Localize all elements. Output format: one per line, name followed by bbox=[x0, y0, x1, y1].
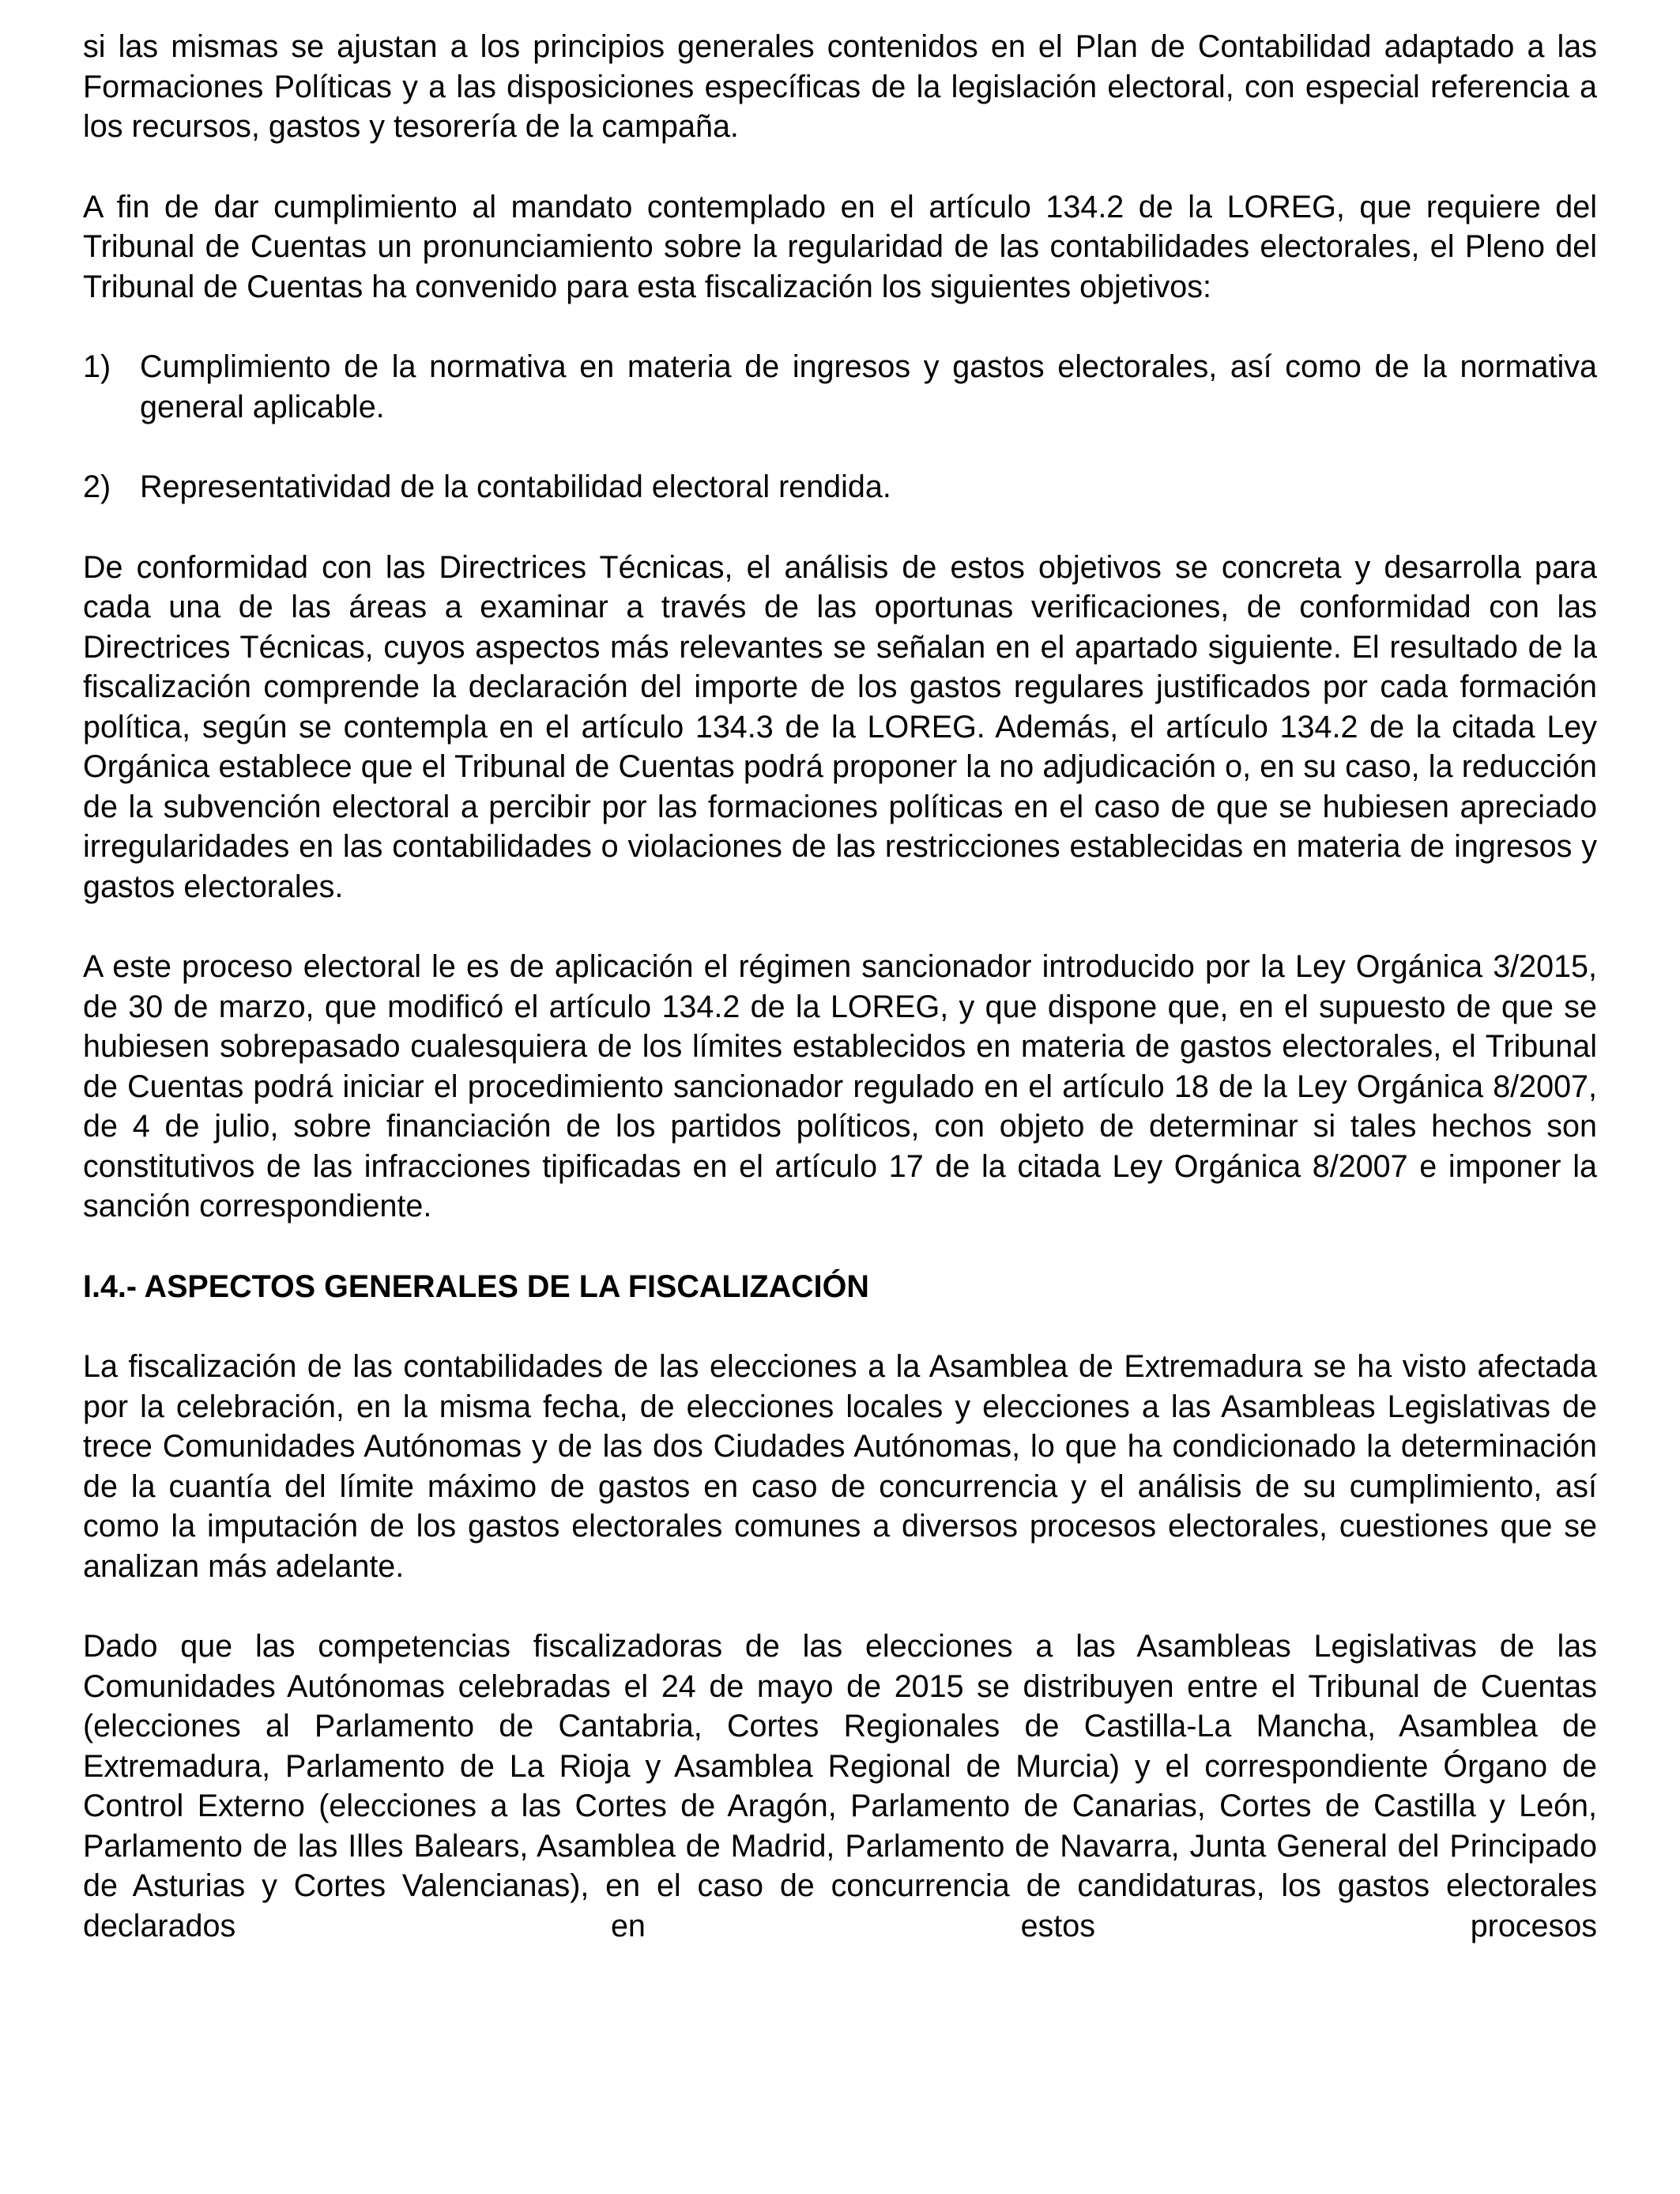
objective-text: Cumplimiento de la normativa en materia de ingresos y gastos electorales, así como de la normativa general aplicable. bbox=[140, 349, 1597, 424]
paragraph-directrices-tecnicas: De conformidad con las Directrices Técnicas, el análisis de estos objetivos se concreta y desarrolla para cada una de las áreas a examinar a través de las oportunas verificaciones, de conformidad con las Directrices Técnicas, cuyos aspectos más relevantes se señalan en el apartado siguiente. El resultado de la fiscalización comprende la declaración del importe de los gastos regulares justificados por cada formación política, según se contempla en el artículo 134.3 de la LOREG. Además, el artículo 134.2 de la citada Ley Orgánica establece que el Tribunal de Cuentas podrá proponer la no adjudicación o, en su caso, la reducción de la subvención electoral a percibir por las formaciones políticas en el caso de que se hubiesen apreciado irregularidades en las contabilidades o violaciones de las restricciones establecidas en materia de ingresos y gastos electorales. bbox=[83, 549, 1597, 904]
paragraph-regimen-sancionador: A este proceso electoral le es de aplicación el régimen sancionador introducido por la Ley Orgánica 3/2015, de 30 de marzo, que modificó el artículo 134.2 de la LOREG, y que dispone que, en el supuesto de que se hubiesen sobrepasado cualesquiera de los límites establecidos en materia de gastos electorales, el Tribunal de Cuentas podrá iniciar el procedimiento sancionador regulado en el artículo 18 de la Ley Orgánica 8/2007, de 4 de julio, sobre financiación de los partidos políticos, con objeto de determinar si tales hechos son constitutivos de las infracciones tipificadas en el artículo 17 de la citada Ley Orgánica 8/2007 e imponer la sanción correspondiente. bbox=[83, 949, 1597, 1223]
objective-item-1 bbox=[83, 347, 1597, 427]
paragraph-mandato-loreg: A fin de dar cumplimiento al mandato contemplado en el artículo 134.2 de la LOREG, que requiere del Tribunal de Cuentas un pronunciamiento sobre la regularidad de las contabilidades electorales, el Pleno del Tribunal de Cuentas ha convenido para esta fiscalización los siguientes objetivos: bbox=[83, 189, 1597, 304]
objective-item-2 bbox=[83, 467, 1597, 507]
paragraph-plan-contabilidad: si las mismas se ajustan a los principios generales contenidos en el Plan de Contabilidad adaptado a las Formaciones Políticas y a las disposiciones específicas de la legislación electoral, con especial referencia a los recursos, gastos y tesorería de la campaña. bbox=[83, 29, 1597, 144]
paragraph-competencias-fiscalizadoras: Dado que las competencias fiscalizadoras de las elecciones a las Asambleas Legislativas de las Comunidades Autónomas celebradas el 24 de mayo de 2015 se distribuyen entre el Tribunal de Cuentas (elecciones al Parlamento de Cantabria, Cortes Regionales de Castilla-La Mancha, Asamblea de Extremadura, Parlamento de La Rioja y Asamblea Regional de Murcia) y el correspondiente Órgano de Control Externo (elecciones a las Cortes de Aragón, Parlamento de Canarias, Cortes de Castilla y León, Parlamento de las Illes Balears, Asamblea de Madrid, Parlamento de Navarra, Junta General del Principado de Asturias y Cortes Valencianas), en el caso de concurrencia de candidaturas, los gastos electorales declarados en estos procesos bbox=[83, 1629, 1597, 1943]
section-heading: I.4.- ASPECTOS GENERALES DE LA FISCALIZACIÓN bbox=[83, 1269, 869, 1304]
objective-text: Representatividad de la contabilidad electoral rendida. bbox=[140, 469, 891, 504]
document-page bbox=[83, 27, 1597, 1986]
paragraph-concurrencia-elecciones: La fiscalización de las contabilidades de las elecciones a la Asamblea de Extremadura se ha visto afectada por la celebración, en la misma fecha, de elecciones locales y elecciones a las Asambleas Legislativas de trece Comunidades Autónomas y de las dos Ciudades Autónomas, lo que ha condicionado la determinación de la cuantía del límite máximo de gastos en caso de concurrencia y el análisis de su cumplimiento, así como la imputación de los gastos electorales comunes a diversos procesos electorales, cuestiones que se analizan más adelante. bbox=[83, 1349, 1597, 1584]
objective-number: 2) bbox=[83, 469, 111, 504]
objective-number: 1) bbox=[83, 349, 111, 384]
